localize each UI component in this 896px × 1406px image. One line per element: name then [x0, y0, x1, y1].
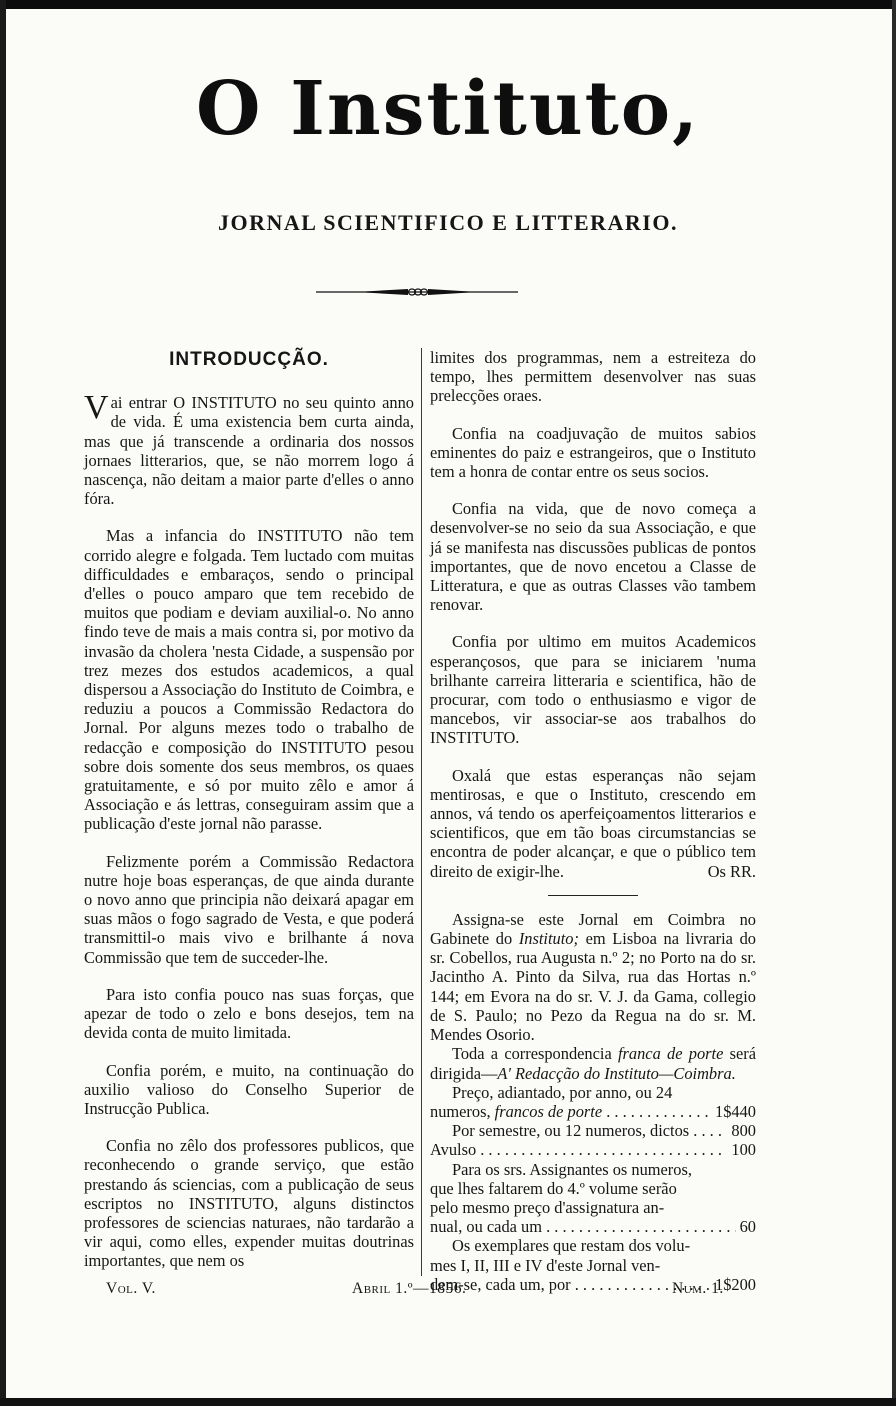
article-paragraph-7: limites dos programmas, nem a estreiteza do tempo, lhes permittem desenvolver nas suas prelecções oraes. [430, 348, 756, 406]
article-paragraph-2: Mas a infancia do INSTITUTO não tem corrido alegre e folgada. Tem luctado com muitas difficuldades e embaraços, sendo o principal d'elles o pouco amparo que tem recebido de muitos que podiam e deviam auxilial-o. No anno findo teve de mais a mais contra si, por motivo da invasão da cholera 'nesta Cidade, a suspensão por trez mezes dos estudos academicos, a qual dispersou a Associação do Instituto de Coimbra, e reduziu a poucos a Commissão Redactora do Jornal. Por alguns mezes todo o trabalho de redacção e composição do INSTITUTO pesou sobre dois somente dos seus membros, os quaes gratuitamente, e só por muito zêlo e amor á Associação e ás lettras, conseguiram assim que a publicação d'este jornal não parasse. [84, 526, 414, 834]
price-value: 100 [731, 1140, 756, 1160]
article-paragraph-11 [430, 766, 756, 881]
subscription-text: Assigna-se este Jornal em Coimbra no Gabinete do [430, 909, 756, 949]
price-list [430, 1083, 756, 1294]
ornament-rule-icon [316, 285, 518, 299]
scan-border-bottom [0, 1398, 896, 1406]
price-line: Preço, adiantado, por anno, ou 24 [452, 1082, 673, 1102]
subscription-emphasis: Instituto; [518, 929, 579, 949]
price-line: Para os srs. Assignantes os numeros, [452, 1159, 692, 1179]
correspondence-emphasis: franca de porte [617, 1044, 724, 1064]
correspondence-address: A' Redacção do Instituto—Coimbra. [497, 1063, 736, 1083]
article-paragraph-9: Confia na vida, que de novo começa a desenvolver-se no seio da sua Associação, e que já se manifesta nas discussões publicas de pontos importantes, que de novo encetou a Classe de Litteratura, e que as outras Classes vão tambem renovar. [430, 499, 756, 615]
paragraph-text: ai entrar O INSTITUTO no seu quinto anno de vida. É uma existencia bem curta ainda, mas que já transcende a ordinaria dos nossos jornaes litterarios, que, se não morrem logo á nascença, não deitam a maior parte d'elles o anno fóra. [84, 393, 414, 509]
issue-date: Abril 1.º—1856. [352, 1280, 467, 1297]
price-row-back-issue [430, 1217, 756, 1236]
price-label: dem-se, cada um, por . . . [430, 1275, 711, 1294]
signature: Os RR. [707, 861, 756, 881]
masthead-title: O Instituto, [196, 66, 700, 152]
issue-number: Num. 1. [672, 1280, 724, 1297]
article-paragraph-8: Confia na coadjuvação de muitos sabios eminentes do paiz e estrangeiros, que o Instituto tem a honra de contar entre os seus socios. [430, 423, 756, 482]
article-title: INTRODUCÇÃO. [169, 349, 329, 370]
price-value: 60 [739, 1217, 756, 1237]
price-label: Por semestre, ou 12 numeros, dictos . . . [430, 1121, 727, 1140]
price-row-single [430, 1140, 756, 1159]
left-column [84, 350, 414, 1271]
article-paragraph-10: Confia por ultimo em muitos Academicos esperançosos, que para se iniciarem 'numa brilhante carreira litteraria e scientifica, hão de procurar, com todo o enthusiasmo e vigor de mancebos, vir associar-se aos trabalhos do INSTITUTO. [430, 632, 756, 748]
correspondence-paragraph [430, 1044, 756, 1082]
right-column [430, 348, 756, 1294]
price-label-emphasis: francos de porte [494, 1101, 603, 1121]
article-paragraph-4: Para isto confia pouco nas suas forças, que apezar de todo o zelo e bons desejos, tem na devida conta de muito limitada. [84, 984, 414, 1043]
column-divider [421, 348, 422, 1276]
article-paragraph-6: Confia no zêlo dos professores publicos, que reconhecendo o grande serviço, que estão prestando ás sciencias, com a publicação de seus escriptos no INSTITUTO, alguns distinctos professores de sciencias naturaes, não tardarão a vir aqui, como elles, expender muitas doutrinas importantes, que nem os [84, 1136, 414, 1271]
price-label [430, 1102, 711, 1121]
price-row-semester [430, 1121, 756, 1140]
subscription-text: em Lisboa na livraria do sr. Cobellos, rua Augusta n.º 2; no Porto na do sr. Jacintho A. Pinto da Silva, rua das Hortas n.º 144; em Evora na do sr. V. J. da Gama, collegio de S. Paulo; no Pezo da Regua na do sr. M. Mendes Osorio. [430, 929, 756, 1045]
scan-border-top [0, 0, 896, 9]
subscription-paragraph [430, 910, 756, 1044]
paragraph-text: Oxalá que estas esperanças não sejam mentirosas, e que o Instituto, crescendo em annos, vá tendo os aperfeiçoamentos litterarios e scientificos, que em tão boas circumstancias se encontra de poder alcançar, e que o público tem direito de exigir-lhe. [430, 765, 756, 881]
price-line: mes I, II, III e IV d'este Jornal ven- [430, 1255, 661, 1275]
page-footer [0, 1280, 896, 1302]
price-line: Os exemplares que restam dos volu- [452, 1236, 691, 1256]
price-value: 1$440 [715, 1101, 756, 1121]
price-label-text: numeros, [430, 1101, 495, 1121]
price-value: 800 [731, 1121, 756, 1141]
correspondence-text: Toda a correspondencia [452, 1044, 618, 1064]
correspondence-text: será dirigida— [430, 1044, 757, 1083]
article-paragraph-1 [84, 389, 414, 509]
section-rule [548, 895, 638, 896]
price-label: Avulso . . . [430, 1140, 727, 1159]
price-row-annual [430, 1102, 756, 1121]
price-value: 1$200 [715, 1274, 756, 1294]
price-label: nual, ou cada um . . . [430, 1217, 736, 1236]
article-paragraph-3: Felizmente porém a Commissão Redactora nutre hoje boas esperanças, de que ainda durante o novo anno que principia não deixará apagar em suas mãos o fogo sagrado de Vesta, e que poderá transmittil-o mais vivo e brilhante á nova Commissão que tem de succeder-lhe. [84, 851, 414, 967]
volume-label: Vol. V. [106, 1280, 156, 1297]
drop-cap: V [84, 389, 109, 427]
price-line: que lhes faltarem do 4.º volume serão [430, 1178, 677, 1198]
price-line: pelo mesmo preço d'assignatura an- [430, 1197, 665, 1217]
article-paragraph-5: Confia porém, e muito, na continuação do auxilio valioso do Conselho Superior de Instrucção Publica. [84, 1060, 414, 1118]
masthead-subtitle: JORNAL SCIENTIFICO E LITTERARIO. [218, 210, 678, 235]
